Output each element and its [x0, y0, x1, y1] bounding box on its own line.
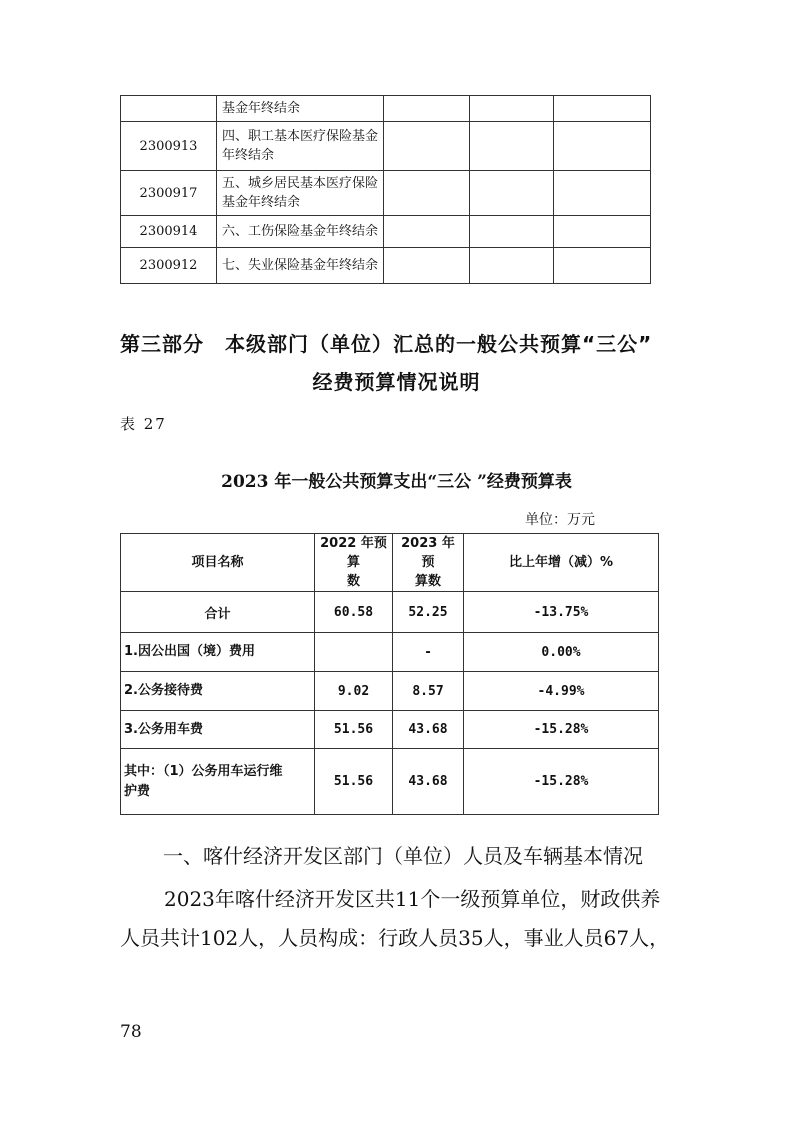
table-title: 2023 年一般公共预算支出“三公 ”经费预算表 [221, 472, 572, 492]
paragraph-line: 2023年喀什经济开发区共11个一级预算单位，财政供养 [164, 887, 661, 911]
row-2023: 43.68 [393, 711, 464, 749]
row-name: 其中：（1）公务用车运行维 护费 [121, 749, 315, 815]
row-2022: 51.56 [315, 749, 393, 815]
table-row [121, 711, 659, 749]
table-header-row [121, 534, 659, 592]
header-2022: 2022 年预算 数 [315, 534, 393, 592]
row-change: -4.99% [464, 672, 659, 711]
table-row [121, 248, 651, 284]
row-name: 2.公务接待费 [121, 672, 315, 711]
table-row [121, 672, 659, 711]
header-change: 比上年增（减）% [464, 534, 659, 592]
row-code: 2300914 [121, 216, 217, 248]
table-row [121, 749, 659, 815]
row-code [121, 96, 217, 122]
row-2023: 43.68 [393, 749, 464, 815]
row-name: 四、职工基本医疗保险基金 年终结余 [217, 122, 384, 171]
row-code: 2300917 [121, 171, 217, 216]
row-name: 合计 [121, 592, 315, 633]
three-public-budget-table [120, 533, 659, 815]
table-row [121, 216, 651, 248]
row-2023: 8.57 [393, 672, 464, 711]
table-row [121, 171, 651, 216]
row-name: 五、城乡居民基本医疗保险 基金年终结余 [217, 171, 384, 216]
row-change: -15.28% [464, 711, 659, 749]
unit-label: 单位：万元 [525, 512, 595, 528]
section-heading-continued: 经费预算情况说明 [312, 370, 481, 394]
table-row [121, 96, 651, 122]
section-heading: 第三部分 本级部门（单位）汇总的一般公共预算“三公” [120, 332, 653, 356]
table-row [121, 592, 659, 633]
row-2022 [315, 633, 393, 672]
row-code: 2300912 [121, 248, 217, 284]
row-2022: 9.02 [315, 672, 393, 711]
row-name: 1.因公出国（境）费用 [121, 633, 315, 672]
row-2022: 60.58 [315, 592, 393, 633]
row-name: 七、失业保险基金年终结余 [217, 248, 384, 284]
row-name: 基金年终结余 [217, 96, 384, 122]
table-row [121, 122, 651, 171]
row-change: -13.75% [464, 592, 659, 633]
row-2022: 51.56 [315, 711, 393, 749]
header-name: 项目名称 [121, 534, 315, 592]
row-2023: - [393, 633, 464, 672]
row-2023: 52.25 [393, 592, 464, 633]
row-name: 3.公务用车费 [121, 711, 315, 749]
fund-balance-table [120, 95, 651, 284]
paragraph-heading: 一、喀什经济开发区部门（单位）人员及车辆基本情况 [163, 844, 643, 868]
page-number: 78 [120, 1022, 142, 1042]
row-change: 0.00% [464, 633, 659, 672]
paragraph-line: 人员共计102人，人员构成：行政人员35人，事业人员67人， [120, 926, 670, 950]
row-change: -15.28% [464, 749, 659, 815]
table-number: 表 27 [120, 415, 167, 433]
row-code: 2300913 [121, 122, 217, 171]
row-name: 六、工伤保险基金年终结余 [217, 216, 384, 248]
header-2023: 2023 年预 算数 [393, 534, 464, 592]
table-row [121, 633, 659, 672]
